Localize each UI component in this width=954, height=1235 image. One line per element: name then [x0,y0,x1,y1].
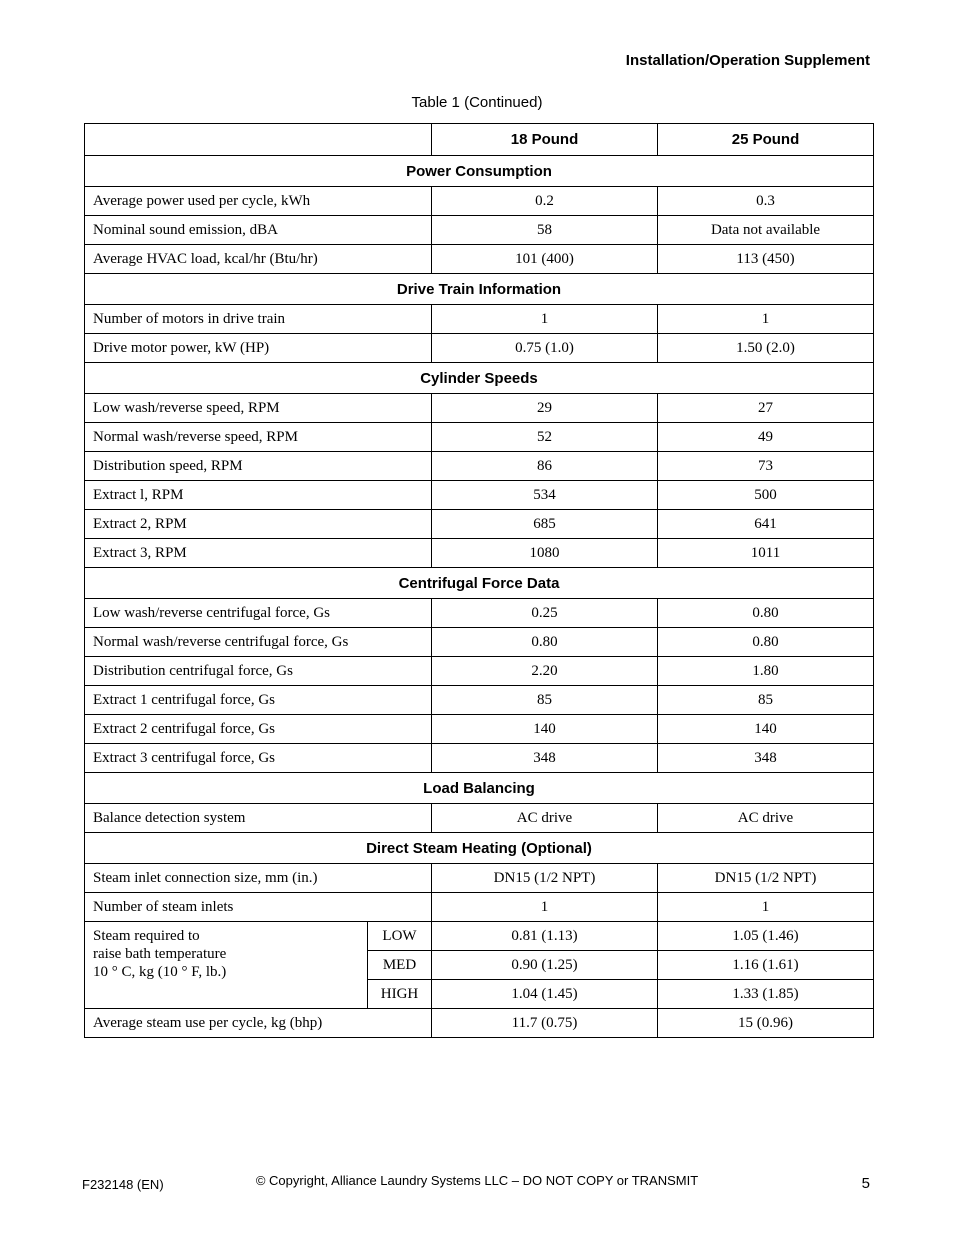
table-row [85,423,874,452]
row-label: Average steam use per cycle, kg (bhp) [85,1009,432,1038]
table-row [85,187,874,216]
row-label: Number of steam inlets [85,893,432,922]
row-label: Extract 3, RPM [85,539,432,568]
table-row [85,539,874,568]
value-25: 113 (450) [658,245,874,274]
section-row [85,363,874,394]
steam-required-line1: Steam required to [93,928,200,944]
table-row [85,922,874,951]
table-row [85,628,874,657]
column-header-25: 25 Pound [658,124,874,156]
value-18: 685 [432,510,658,539]
value-18: 85 [432,686,658,715]
row-label: Nominal sound emission, dBA [85,216,432,245]
value-25: 0.3 [658,187,874,216]
level-low: LOW [368,922,432,951]
table-row [85,216,874,245]
value-18: DN15 (1/2 NPT) [432,864,658,893]
table-row [85,334,874,363]
section-title-power: Power Consumption [85,156,874,187]
value-25: 1.05 (1.46) [658,922,874,951]
value-18: 1080 [432,539,658,568]
steam-required-line3: 10 ° C, kg (10 ° F, lb.) [93,964,227,980]
row-label: Low wash/reverse speed, RPM [85,394,432,423]
value-18: 0.80 [432,628,658,657]
section-title-speeds: Cylinder Speeds [85,363,874,394]
value-18: 534 [432,481,658,510]
value-18: 1 [432,893,658,922]
value-25: 500 [658,481,874,510]
row-label: Distribution centrifugal force, Gs [85,657,432,686]
value-18: 348 [432,744,658,773]
row-label: Extract 1 centrifugal force, Gs [85,686,432,715]
row-label: Average HVAC load, kcal/hr (Btu/hr) [85,245,432,274]
value-18: 0.81 (1.13) [432,922,658,951]
row-label: Low wash/reverse centrifugal force, Gs [85,599,432,628]
row-label: Extract 2, RPM [85,510,432,539]
section-row [85,833,874,864]
value-25: 348 [658,744,874,773]
table-row [85,305,874,334]
table-caption: Table 1 (Continued) [411,94,543,111]
table-row [85,599,874,628]
value-25: 1.33 (1.85) [658,980,874,1009]
section-title-balance: Load Balancing [85,773,874,804]
table-row [85,744,874,773]
section-row [85,568,874,599]
footer-copyright: © Copyright, Alliance Laundry Systems LLC – DO NOT COPY or TRANSMIT [255,1173,699,1188]
table-header-row [85,124,874,156]
steam-required-label [85,922,368,1009]
value-25: DN15 (1/2 NPT) [658,864,874,893]
value-25: 641 [658,510,874,539]
footer-doc-id: F232148 (EN) [82,1177,164,1192]
section-title-drive: Drive Train Information [85,274,874,305]
value-18: 1 [432,305,658,334]
value-25: 1 [658,893,874,922]
table-row [85,804,874,833]
value-25: 140 [658,715,874,744]
value-18: 1.04 (1.45) [432,980,658,1009]
row-label: Extract 3 centrifugal force, Gs [85,744,432,773]
value-18: 0.25 [432,599,658,628]
level-med: MED [368,951,432,980]
value-18: 0.90 (1.25) [432,951,658,980]
value-18: 11.7 (0.75) [432,1009,658,1038]
table-row [85,715,874,744]
table-row [85,394,874,423]
value-25: Data not available [658,216,874,245]
table-row [85,481,874,510]
table-row [85,452,874,481]
value-18: 29 [432,394,658,423]
table-row [85,657,874,686]
table-row [85,864,874,893]
table-row [85,510,874,539]
table-row [85,893,874,922]
section-row [85,156,874,187]
value-18: 58 [432,216,658,245]
value-18: 0.75 (1.0) [432,334,658,363]
table-row [85,1009,874,1038]
value-18: AC drive [432,804,658,833]
header-title: Installation/Operation Supplement [625,52,870,69]
value-25: 1011 [658,539,874,568]
level-high: HIGH [368,980,432,1009]
value-25: 73 [658,452,874,481]
table-row [85,245,874,274]
value-18: 101 (400) [432,245,658,274]
header-blank-cell [85,124,432,156]
value-25: AC drive [658,804,874,833]
row-label: Drive motor power, kW (HP) [85,334,432,363]
row-label: Normal wash/reverse centrifugal force, Gs [85,628,432,657]
section-title-steam: Direct Steam Heating (Optional) [85,833,874,864]
value-18: 52 [432,423,658,452]
row-label: Number of motors in drive train [85,305,432,334]
value-18: 2.20 [432,657,658,686]
steam-required-line2: raise bath temperature [93,946,227,962]
row-label: Steam inlet connection size, mm (in.) [85,864,432,893]
value-18: 86 [432,452,658,481]
row-label: Extract l, RPM [85,481,432,510]
section-row [85,773,874,804]
section-title-force: Centrifugal Force Data [85,568,874,599]
value-25: 0.80 [658,628,874,657]
spec-table [84,123,874,1038]
footer-page-number: 5 [861,1175,870,1192]
value-25: 1 [658,305,874,334]
section-row [85,274,874,305]
table-row [85,686,874,715]
value-18: 0.2 [432,187,658,216]
value-25: 85 [658,686,874,715]
value-18: 140 [432,715,658,744]
value-25: 1.16 (1.61) [658,951,874,980]
row-label: Extract 2 centrifugal force, Gs [85,715,432,744]
row-label: Balance detection system [85,804,432,833]
value-25: 1.50 (2.0) [658,334,874,363]
value-25: 49 [658,423,874,452]
row-label: Normal wash/reverse speed, RPM [85,423,432,452]
column-header-18: 18 Pound [432,124,658,156]
row-label: Distribution speed, RPM [85,452,432,481]
value-25: 15 (0.96) [658,1009,874,1038]
value-25: 0.80 [658,599,874,628]
value-25: 27 [658,394,874,423]
row-label: Average power used per cycle, kWh [85,187,432,216]
value-25: 1.80 [658,657,874,686]
